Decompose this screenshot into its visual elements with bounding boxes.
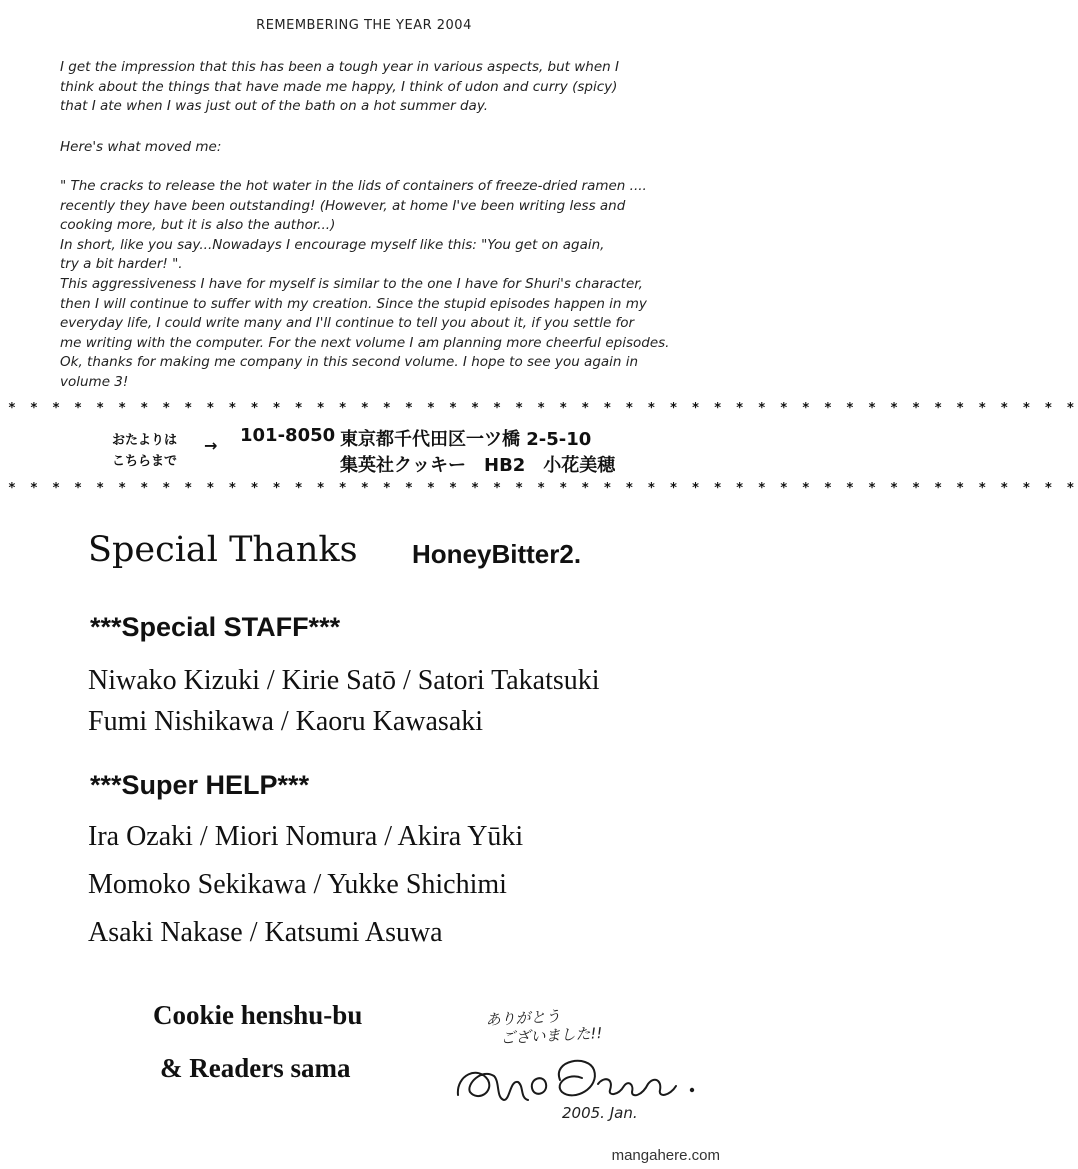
help-credit-line: Ira Ozaki / Miori Nomura / Akira Yūki [88, 821, 524, 852]
help-credit-line: Momoko Sekikawa / Yukke Shichimi [88, 869, 507, 900]
handwritten-thanks-line2: ございました!! [500, 1023, 603, 1048]
letter-line: In short, like you say...Nowadays I encourage myself like this: "You get on again, [60, 236, 605, 253]
letter-line: cooking more, but it is also the author...) [60, 217, 336, 234]
letter-paragraph-3 [60, 177, 700, 393]
arrow-right-icon: → [204, 436, 218, 455]
star-divider-bottom: * * * * * * * * * * * * * * * * * * * * * * * * * * * * * * * * * * * * * * * * * * * * * * * * * [8, 481, 1078, 496]
letter-line: This aggressiveness I have for myself is similar to the one I have for Shuri's character, [60, 275, 643, 292]
letter-line: try a bit harder! ". [60, 256, 183, 273]
super-help-heading: ***Super HELP*** [90, 770, 310, 800]
address-line-1: 東京都千代田区一ツ橋 2-5-10 [340, 429, 592, 450]
letter-paragraph-2 [60, 138, 700, 158]
postal-code: 101-8050 [240, 425, 336, 446]
letter-line: Here's what moved me: [60, 139, 222, 155]
help-credit-line: Asaki Nakase / Katsumi Asuwa [88, 917, 443, 948]
special-staff-heading: ***Special STAFF*** [90, 612, 341, 642]
star-divider-top: * * * * * * * * * * * * * * * * * * * * * * * * * * * * * * * * * * * * * * * * * * * * * * * * * [8, 401, 1078, 416]
letter-line: recently they have been outstanding! (However, at home I've been writing less and [60, 197, 626, 214]
page-header-title: REMEMBERING THE YEAR 2004 [256, 18, 472, 33]
letter-line: then I will continue to suffer with my creation. Since the stupid episodes happen in my [60, 295, 647, 312]
letter-line: I get the impression that this has been a tough year in various aspects, but when I [60, 59, 619, 75]
letter-line: that I ate when I was just out of the bath on a hot summer day. [60, 98, 489, 115]
mail-label [112, 430, 177, 472]
letter-line: think about the things that have made me happy, I think of udon and curry (spicy) [60, 78, 618, 95]
letter-line: Ok, thanks for making me company in this second volume. I hope to see you again in [60, 354, 639, 371]
address-line-2: 集英社クッキー HB2 小花美穂 [340, 455, 616, 476]
letter-line: me writing with the computer. For the next volume I am planning more cheerful episodes. [60, 334, 670, 351]
special-thanks-title: Special Thanks [88, 530, 358, 570]
mail-label-line1: おたよりは [112, 433, 178, 448]
mail-label-line2: こちらまで [112, 454, 178, 469]
letter-line: everyday life, I could write many and I'll continue to tell you about it, if you settle for [60, 315, 635, 332]
closing-thanks-readers: & Readers sama [160, 1053, 351, 1083]
signature-date: 2005. Jan. [562, 1104, 638, 1122]
letter-line: volume 3! [60, 373, 129, 390]
letter-paragraph-1 [60, 58, 700, 117]
staff-credit-line: Fumi Nishikawa / Kaoru Kawasaki [88, 706, 484, 737]
site-watermark: mangahere.com [611, 1147, 720, 1164]
book-title: HoneyBitter2. [412, 539, 582, 569]
closing-thanks-editors: Cookie henshu-bu [153, 1000, 363, 1030]
handwritten-thanks-line1: ありがとう [485, 1007, 561, 1030]
letter-line: " The cracks to release the hot water in the lids of containers of freeze-dried ramen .... [60, 178, 647, 194]
staff-credit-line: Niwako Kizuki / Kirie Satō / Satori Takatsuki [88, 665, 600, 696]
